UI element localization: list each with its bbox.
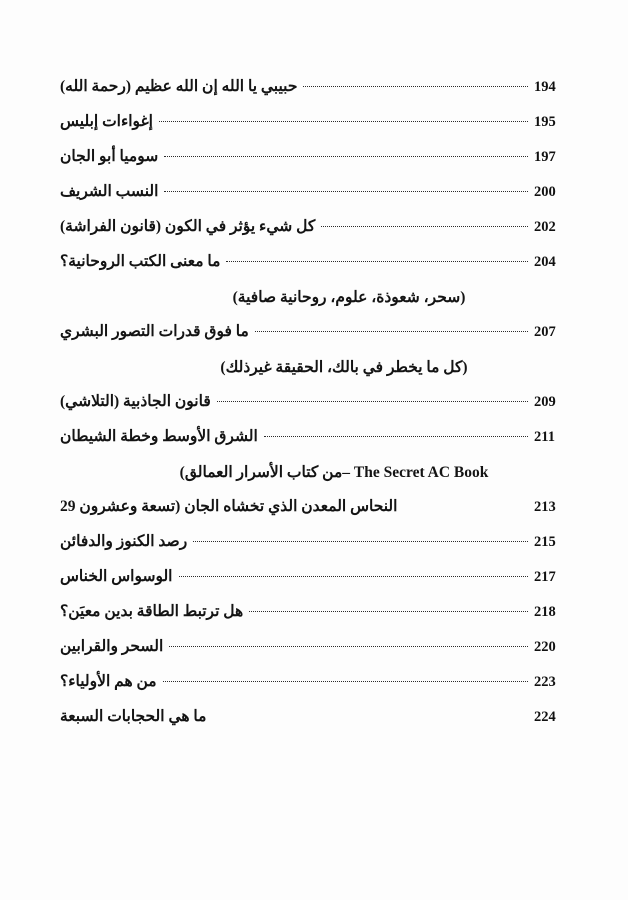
toc-entry-title: ما فوق قدرات التصور البشري (60, 323, 249, 340)
spacer (488, 465, 568, 481)
toc-entry-title: الوسواس الخناس (60, 568, 173, 585)
toc-leader-dots (179, 576, 529, 577)
toc-page-number: 220 (534, 639, 556, 655)
toc-page-number: 194 (534, 79, 556, 95)
toc-entry[interactable] (60, 569, 568, 586)
toc-page-number: 195 (534, 114, 556, 130)
toc-entry-title: ما معنى الكتب الروحانية؟ (60, 253, 221, 270)
toc-page-number: 207 (534, 324, 556, 340)
toc-leader-dots (159, 121, 528, 122)
toc-entry-title: من هم الأولياء؟ (60, 673, 157, 690)
toc-leader-dots (164, 191, 528, 192)
toc-page-number: 197 (534, 149, 556, 165)
toc-entry-title: رصد الكنوز والدفائن (60, 533, 188, 550)
toc-row (60, 280, 568, 315)
toc-leader-dots (164, 156, 528, 157)
toc-entry[interactable] (60, 114, 568, 131)
toc-leader-dots (264, 436, 528, 437)
toc-page-number: 204 (534, 254, 556, 270)
toc-page-number: 218 (534, 604, 556, 620)
toc-subtitle-line (60, 360, 568, 376)
toc-entry[interactable] (60, 394, 568, 411)
toc-entry[interactable] (60, 219, 568, 236)
toc-row (60, 245, 568, 280)
spacer (465, 290, 568, 306)
toc-page-number: 209 (534, 394, 556, 410)
toc-row (60, 490, 568, 525)
toc-entry[interactable] (60, 79, 568, 96)
toc-entry[interactable] (60, 429, 568, 446)
toc-leader-dots (321, 226, 528, 227)
toc-leader-dots (217, 401, 528, 402)
table-of-contents-list (60, 70, 568, 735)
toc-row (60, 455, 568, 490)
toc-leader-dots (163, 681, 528, 682)
toc-entry-title: هل ترتبط الطاقة بدين معيَن؟ (60, 603, 244, 620)
toc-entry[interactable] (60, 674, 568, 691)
toc-leader-dots (193, 541, 528, 542)
toc-entry[interactable] (60, 254, 568, 271)
toc-page-number: 202 (534, 219, 556, 235)
toc-row (60, 210, 568, 245)
toc-page-number: 223 (534, 674, 556, 690)
toc-subtitle-text: (كل ما يخطر في بالك، الحقيقة غيرذلك) (220, 358, 468, 376)
toc-subtitle-text: (من كتاب الأسرار العمالق– The Secret AC Book (179, 463, 489, 481)
toc-entry[interactable] (60, 639, 568, 656)
toc-row (60, 630, 568, 665)
toc-entry-title: ما هي الحجابات السبعة (60, 708, 207, 725)
toc-entry[interactable] (60, 709, 568, 726)
toc-entry[interactable] (60, 604, 568, 621)
spacer (468, 360, 568, 376)
toc-row (60, 140, 568, 175)
toc-leader-dots (169, 646, 528, 647)
toc-entry[interactable] (60, 184, 568, 201)
toc-page-number: 200 (534, 184, 556, 200)
toc-entry-title: سوميا أبو الجان (60, 148, 159, 165)
toc-subtitle-line (60, 290, 568, 306)
toc-leader-dots (303, 86, 528, 87)
toc-row (60, 700, 568, 735)
toc-page-number: 211 (534, 429, 555, 445)
toc-entry-title: النسب الشريف (60, 183, 159, 200)
toc-entry[interactable] (60, 149, 568, 166)
toc-entry[interactable] (60, 534, 568, 551)
toc-row (60, 560, 568, 595)
toc-leader-dots (226, 261, 528, 262)
toc-entry[interactable] (60, 324, 568, 341)
spacer (100, 465, 180, 481)
toc-subtitle-line (60, 465, 568, 481)
spacer (120, 360, 220, 376)
toc-page-number: 213 (534, 499, 556, 515)
toc-leader-dots (249, 611, 528, 612)
toc-entry-title: كل شيء يؤثر في الكون (قانون الفراشة) (60, 218, 316, 235)
toc-row (60, 315, 568, 350)
toc-row (60, 350, 568, 385)
toc-entry-title: النحاس المعدن الذي تخشاه الجان (تسعة وعشرون 29 (60, 498, 398, 515)
toc-leader-dots (255, 331, 528, 332)
toc-row (60, 595, 568, 630)
toc-row (60, 105, 568, 140)
toc-entry-title: قانون الجاذبية (التلاشي) (60, 393, 211, 410)
toc-entry-title: الشرق الأوسط وخطة الشيطان (60, 428, 258, 445)
toc-row (60, 175, 568, 210)
toc-page-number: 215 (534, 534, 556, 550)
toc-page-number: 224 (534, 709, 556, 725)
toc-row (60, 385, 568, 420)
toc-entry[interactable] (60, 499, 568, 516)
spacer (130, 290, 233, 306)
toc-row (60, 70, 568, 105)
toc-entry-title: إغواءات إبليس (60, 113, 153, 130)
toc-entry-title: السحر والقرابين (60, 638, 164, 655)
toc-page-number: 217 (534, 569, 556, 585)
toc-subtitle-text: (سحر، شعوذة، علوم، روحانية صافية) (232, 288, 466, 306)
toc-row (60, 665, 568, 700)
toc-row (60, 525, 568, 560)
toc-row (60, 420, 568, 455)
toc-entry-title: حبيبي يا الله إن الله عظيم (رحمة الله) (60, 78, 298, 95)
